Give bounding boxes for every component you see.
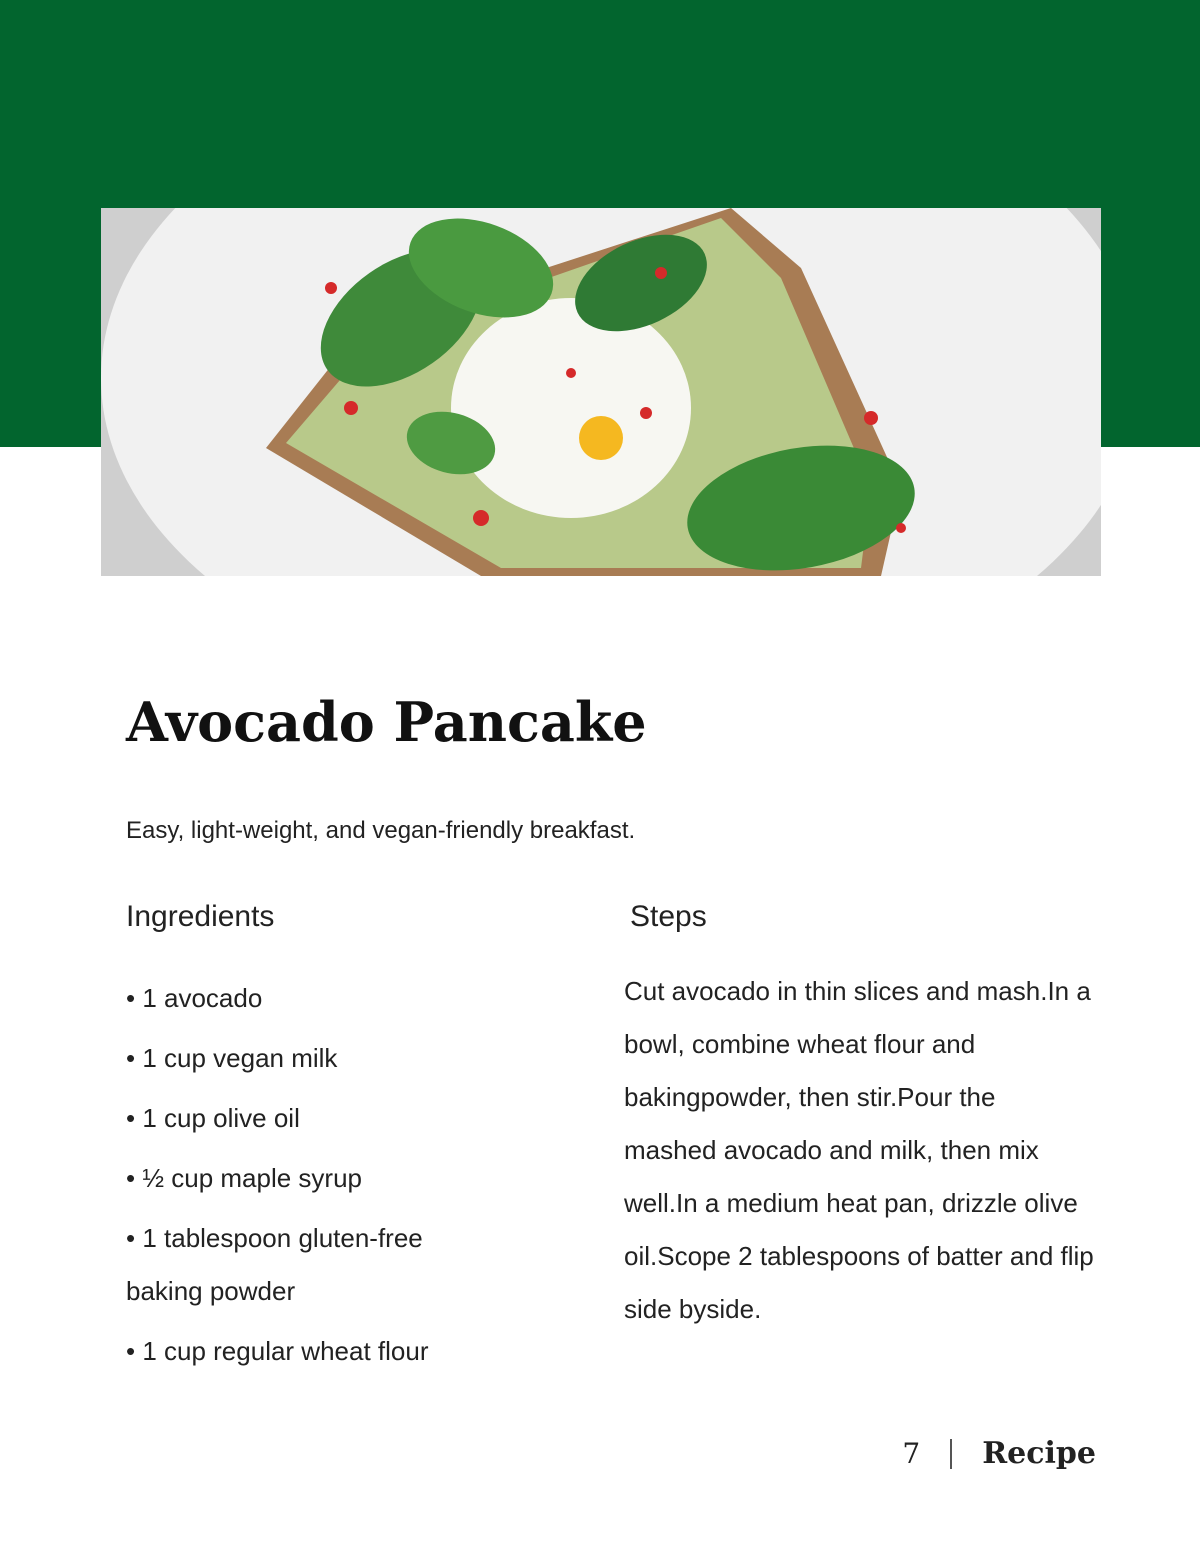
avocado-toast-illustration bbox=[101, 208, 1101, 576]
footer-divider bbox=[950, 1439, 952, 1469]
page-footer bbox=[902, 1436, 1096, 1471]
recipe-title: Avocado Pancake bbox=[126, 690, 647, 754]
recipe-subtitle: Easy, light-weight, and vegan-friendly breakfast. bbox=[126, 817, 636, 844]
hero-image bbox=[101, 208, 1101, 576]
ingredient-item: • 1 cup olive oil bbox=[126, 1103, 300, 1133]
ingredient-item: • 1 avocado bbox=[126, 983, 263, 1013]
ingredients-list bbox=[126, 972, 506, 1385]
page-number: 7 bbox=[902, 1437, 921, 1470]
ingredient-item: • 1 cup regular wheat flour bbox=[126, 1336, 429, 1366]
footer-label: Recipe bbox=[982, 1436, 1096, 1471]
ingredient-item: • ½ cup maple syrup bbox=[126, 1163, 362, 1193]
steps-text: Cut avocado in thin slices and mash.In a bowl, combine wheat flour and bakingpowder, then stir.Pour the mashed avocado and milk, then mix well.In a medium heat pan, drizzle olive oil.Scope 2 tablespoons of batter and flip side byside. bbox=[624, 976, 1094, 1324]
steps-heading: Steps bbox=[630, 900, 707, 933]
ingredient-item: • 1 cup vegan milk bbox=[126, 1043, 338, 1073]
ingredients-heading: Ingredients bbox=[126, 900, 275, 933]
ingredient-item: • 1 tablespoon gluten-free baking powder bbox=[126, 1223, 423, 1306]
